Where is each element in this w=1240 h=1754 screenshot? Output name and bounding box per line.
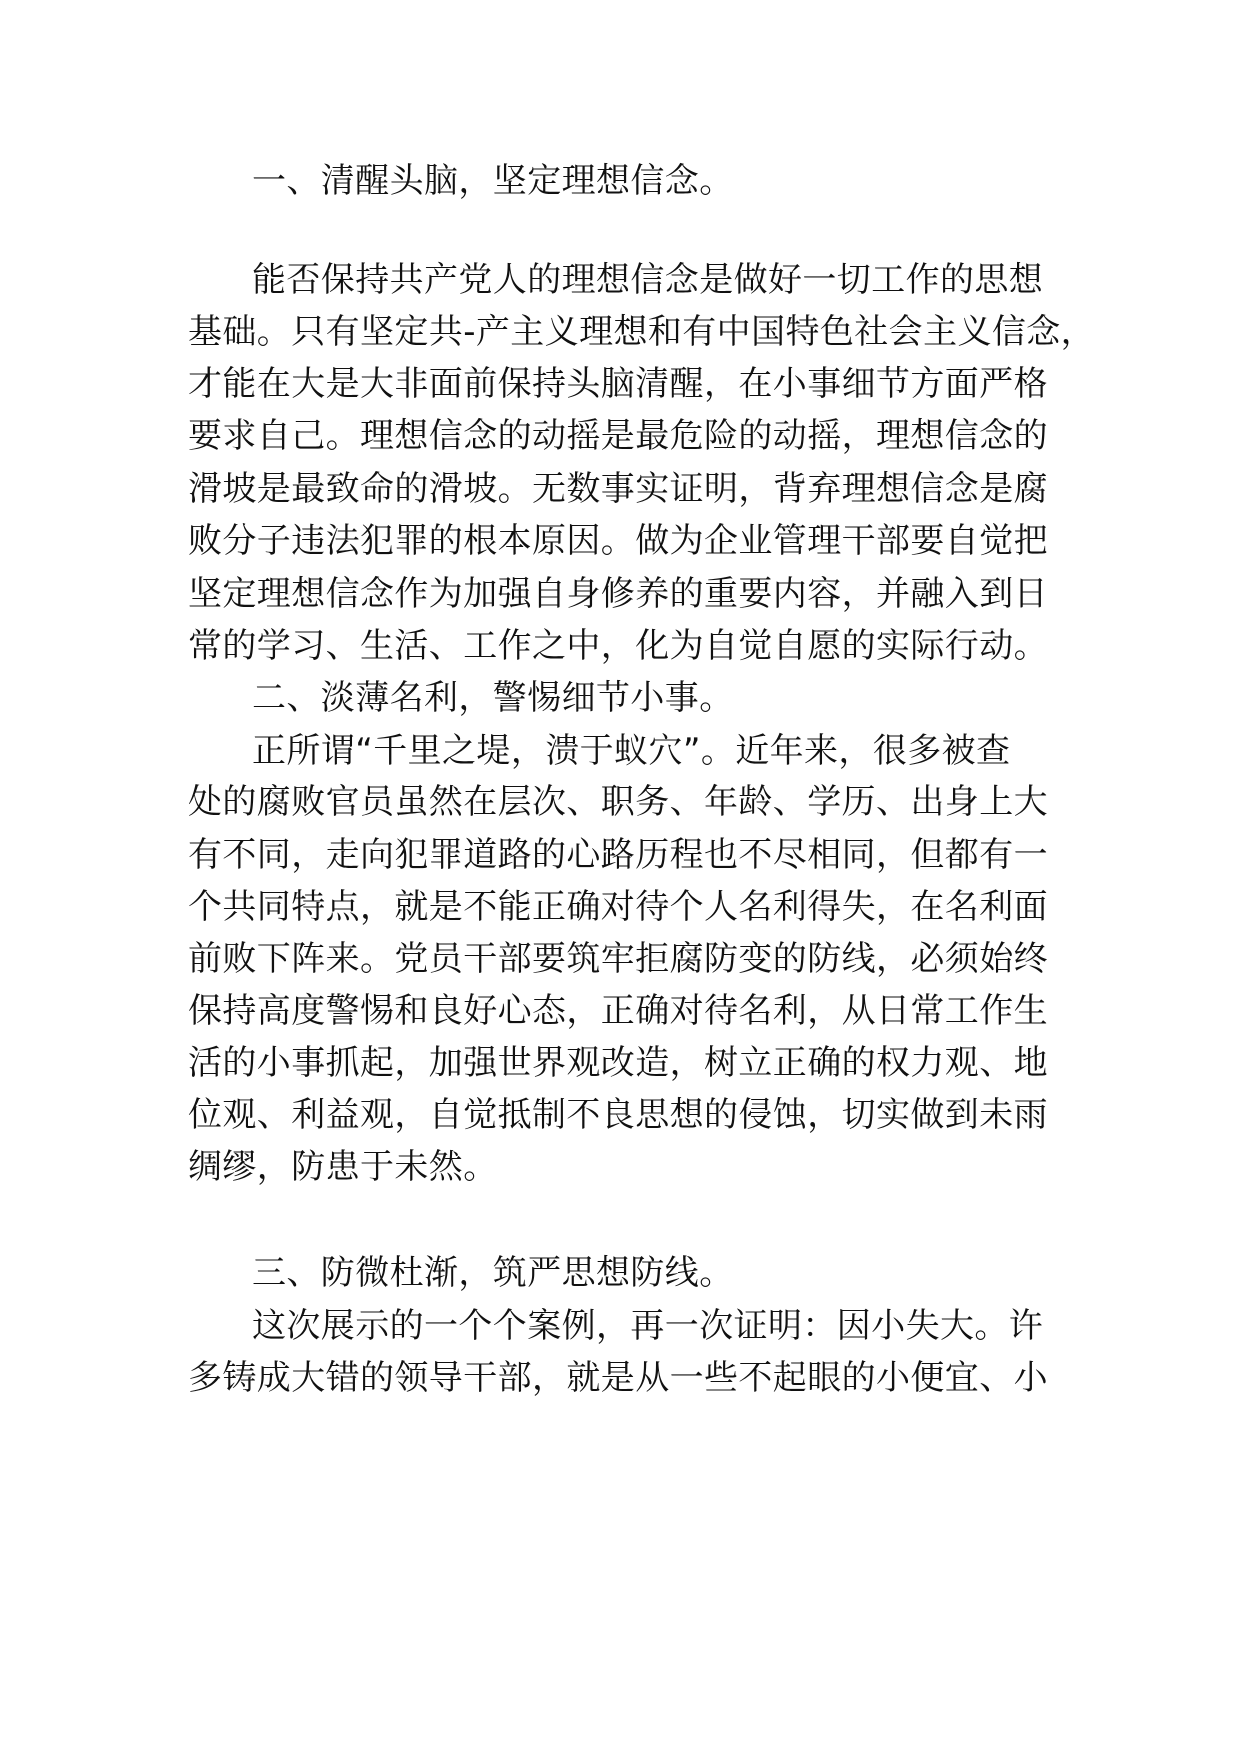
heading-1: 一、清醒头脑，坚定理想信念。 — [252, 161, 734, 201]
paragraph-line: 保持高度警惕和良好心态，正确对待名利，从日常工作生 — [188, 991, 1048, 1031]
heading-3: 三、防微杜渐，筑严思想防线。 — [252, 1253, 734, 1293]
heading-2: 二、淡薄名利，警惕细节小事。 — [252, 678, 734, 718]
paragraph-line: 坚定理想信念作为加强自身修养的重要内容，并融入到日 — [188, 574, 1048, 614]
paragraph-line: 要求自己。理想信念的动摇是最危险的动摇，理想信念的 — [188, 416, 1048, 456]
paragraph-line: 基础。只有坚定共-产主义理想和有中国特色社会主义信念， — [188, 312, 1096, 352]
paragraph-line: 处的腐败官员虽然在层次、职务、年龄、学历、出身上大 — [188, 782, 1048, 822]
paragraph-line: 位观、利益观，自觉抵制不良思想的侵蚀，切实做到未雨 — [188, 1095, 1048, 1135]
paragraph-line: 前败下阵来。党员干部要筑牢拒腐防变的防线，必须始终 — [188, 939, 1048, 979]
paragraph-line: 个共同特点，就是不能正确对待个人名利得失，在名利面 — [188, 887, 1048, 927]
paragraph-line: 正所谓“千里之堤，溃于蚁穴”。近年来，很多被查 — [252, 731, 1011, 771]
paragraph-line: 绸缪，防患于未然。 — [188, 1147, 498, 1187]
paragraph-line: 滑坡是最致命的滑坡。无数事实证明，背弃理想信念是腐 — [188, 469, 1048, 509]
paragraph-line: 有不同，走向犯罪道路的心路历程也不尽相同，但都有一 — [188, 835, 1048, 875]
paragraph-line: 这次展示的一个个案例，再一次证明：因小失大。许 — [252, 1306, 1044, 1346]
paragraph-line: 败分子违法犯罪的根本原因。做为企业管理干部要自觉把 — [188, 521, 1048, 561]
paragraph-line: 才能在大是大非面前保持头脑清醒，在小事细节方面严格 — [188, 364, 1048, 404]
paragraph-line: 能否保持共产党人的理想信念是做好一切工作的思想 — [252, 260, 1044, 300]
paragraph-line: 常的学习、生活、工作之中，化为自觉自愿的实际行动。 — [188, 626, 1048, 666]
paragraph-line: 活的小事抓起，加强世界观改造，树立正确的权力观、地 — [188, 1043, 1048, 1083]
paragraph-line: 多铸成大错的领导干部，就是从一些不起眼的小便宜、小 — [188, 1358, 1048, 1398]
